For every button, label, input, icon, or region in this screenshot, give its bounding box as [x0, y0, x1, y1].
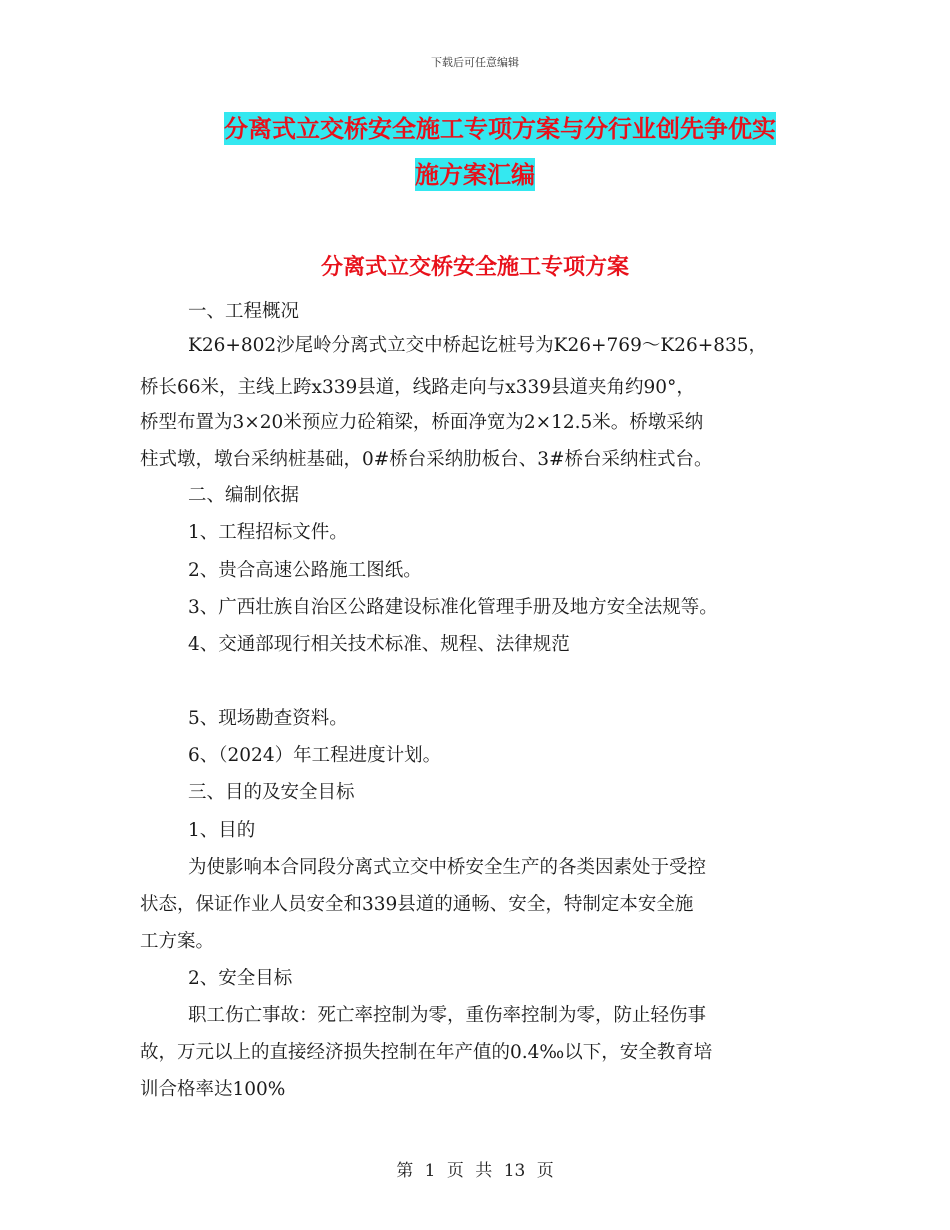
paragraph-line: 为使影响本合同段分离式立交中桥安全生产的各类因素处于受控	[188, 857, 707, 878]
heading-safety-goals: 三、目的及安全目标	[188, 782, 355, 803]
paragraph-line: K26+802沙尾岭分离式立交中桥起讫桩号为K26+769～K26+835，	[188, 335, 768, 356]
paragraph-line: 桥型布置为3×20米预应力砼箱梁，桥面净宽为2×12.5米。桥墩采纳	[140, 412, 704, 433]
section-title: 分离式立交桥安全施工专项方案	[320, 254, 629, 280]
document-title-text-2: 施方案汇编	[415, 160, 535, 189]
paragraph-line: 故，万元以上的直接经济损失控制在年产值的0.4‰以下，安全教育培	[140, 1042, 713, 1063]
list-item: 3、广西壮族自治区公路建设标准化管理手册及地方安全法规等。	[188, 597, 718, 618]
list-item: 1、工程招标文件。	[188, 522, 348, 543]
list-item: 6、（2024）年工程进度计划。	[188, 745, 442, 766]
paragraph-line: 桥长66米，主线上跨x339县道，线路走向与x339县道夹角约90°，	[140, 377, 695, 398]
subheading-purpose: 1、目的	[188, 820, 256, 841]
subheading-safety-target: 2、安全目标	[188, 968, 293, 989]
paragraph-line: 柱式墩，墩台采纳桩基础，0#桥台采纳肋板台、3#桥台采纳柱式台。	[140, 449, 713, 470]
page-number-footer: 第 1 页 共 13 页	[396, 1161, 554, 1181]
list-item: 2、贵合高速公路施工图纸。	[188, 560, 422, 581]
paragraph-line: 状态，保证作业人员安全和339县道的通畅、安全，特制定本安全施	[140, 894, 694, 915]
document-title-text-1: 分离式立交桥安全施工专项方案与分行业创先争优实	[224, 114, 776, 143]
paragraph-line: 工方案。	[140, 931, 215, 952]
list-item: 5、现场勘查资料。	[188, 708, 348, 729]
heading-compilation-basis: 二、编制依据	[188, 485, 300, 506]
list-item: 4、交通部现行相关技术标准、规程、法律规范	[188, 634, 570, 655]
header-note: 下载后可任意编辑	[431, 56, 519, 69]
paragraph-line: 职工伤亡事故：死亡率控制为零，重伤率控制为零，防止轻伤事	[188, 1005, 707, 1026]
heading-project-overview: 一、工程概况	[188, 301, 300, 322]
paragraph-line: 训合格率达100%	[140, 1079, 286, 1100]
